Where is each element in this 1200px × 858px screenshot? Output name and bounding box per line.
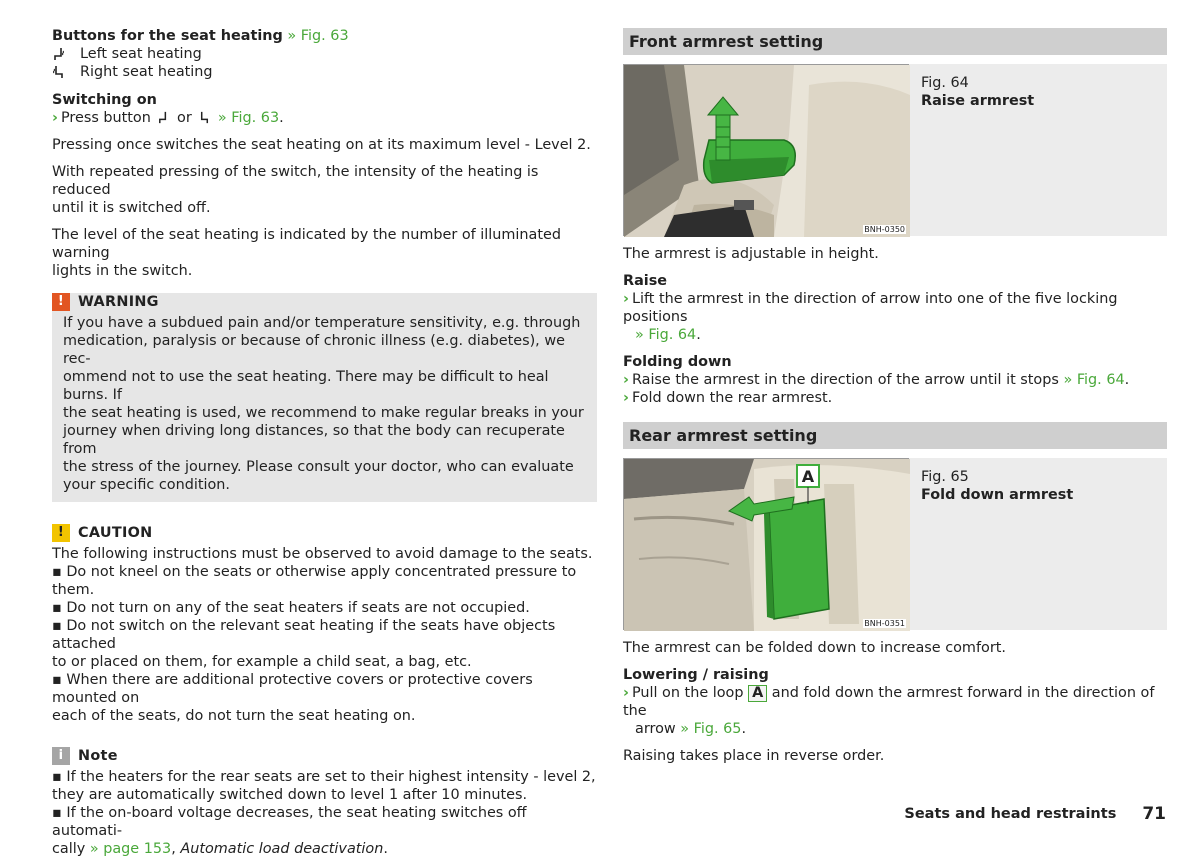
- fold-step-1: › Raise the armrest in the direction of the arrow until it stops » Fig. 64.: [623, 372, 1130, 388]
- step-arrow-icon: ›: [623, 390, 629, 406]
- right-seat-heating-icon: [198, 111, 211, 124]
- page153-link[interactable]: » page 153: [89, 841, 172, 857]
- switching-on-heading: Switching on: [52, 92, 157, 108]
- fig64-row: [623, 64, 1167, 236]
- lowering-raising-heading: Lowering / raising: [623, 667, 769, 683]
- front-armrest-illustration: [624, 65, 910, 237]
- fig63-link[interactable]: » Fig. 63: [287, 28, 349, 44]
- caution-box: [52, 524, 597, 725]
- warning-icon: !: [52, 293, 70, 311]
- rear-armrest-heading: Rear armrest setting: [623, 422, 1167, 449]
- fig65-code: BNH-0351: [864, 619, 905, 628]
- warning-box: [52, 293, 597, 502]
- front-armrest-heading: Front armrest setting: [623, 28, 1167, 55]
- front-armrest-para: The armrest is adjustable in height.: [623, 246, 879, 262]
- info-icon: i: [52, 747, 70, 765]
- left-seat-heating-icon: [157, 111, 170, 124]
- step-arrow-icon: ›: [623, 685, 629, 701]
- raise-step: › Lift the armrest in the direction of arrow into one of the five locking positions: [623, 291, 1118, 325]
- para-pressing-once: Pressing once switches the seat heating on at its maximum level - Level 2.: [52, 137, 591, 153]
- warning-text: If you have a subdued pain and/or temperature sensitivity, e.g. through medication, paralysis or because of chronic illness (e.g. diabetes), we rec- ommend not to use the seat heating. There may be difficult to heal burns. If the seat heating is used, we recommend to make regular breaks in your journey when driving long distances, so that the body can recuperate from the stress of the journey. Please consult your doctor, who can evaluate your specific condition.: [63, 315, 584, 493]
- note-header: [52, 747, 597, 765]
- fig64-image: [623, 64, 909, 236]
- warning-header: [52, 293, 587, 311]
- fig65-caption: Fig. 65 Fold down armrest: [921, 469, 1074, 503]
- fig65-row: [623, 458, 1167, 630]
- pull-loop-step: › Pull on the loop A and fold down the armrest forward in the direction of the: [623, 685, 1155, 719]
- note-title: Note: [78, 748, 118, 764]
- rear-armrest-illustration: [624, 459, 910, 631]
- step-arrow-icon: ›: [623, 291, 629, 307]
- rear-armrest-para: The armrest can be folded down to increase comfort.: [623, 640, 1006, 656]
- fig64-link-2[interactable]: » Fig. 64: [1063, 372, 1125, 388]
- page-footer: [904, 805, 1166, 823]
- caution-header: [52, 524, 597, 542]
- fig64-caption: Fig. 64 Raise armrest: [921, 75, 1035, 109]
- left-seat-line: Left seat heating: [52, 45, 597, 63]
- right-seat-heating-icon: [52, 65, 66, 79]
- fig65-link[interactable]: » Fig. 65: [680, 721, 742, 737]
- fig64-code: BNH-0350: [864, 225, 905, 234]
- caution-title: CAUTION: [78, 525, 153, 541]
- reverse-order-para: Raising takes place in reverse order.: [623, 748, 885, 764]
- step-arrow-icon: ›: [52, 110, 58, 126]
- step-arrow-icon: ›: [623, 372, 629, 388]
- buttons-heading: Buttons for the seat heating » Fig. 63: [52, 28, 349, 44]
- loop-a-label: A: [748, 685, 767, 702]
- left-seat-heating-icon: [52, 47, 66, 61]
- caution-text: The following instructions must be observed to avoid damage to the seats. ▪ Do not kneel on the seats or otherwise apply concentrated pressure to them. ▪ Do not turn on any of the seat heaters if seats are not occupied. ▪ Do not switch on the relevant seat heating if the seats have objects attached to or placed on them, for example a child seat, a bag, etc. ▪ When there are additional protective covers or protective covers mounted on each of the seats, do not turn the seat heating on.: [52, 546, 593, 724]
- para-repeated-pressing: With repeated pressing of the switch, the intensity of the heating is reduced until it is switched off.: [52, 164, 539, 216]
- footer-section-title: Seats and head restraints: [904, 806, 1117, 822]
- page-number: 71: [1142, 804, 1166, 824]
- fig65-image: [623, 458, 909, 630]
- para-level-indicated: The level of the seat heating is indicated by the number of illuminated warning lights in the switch.: [52, 227, 561, 279]
- raise-heading: Raise: [623, 273, 668, 289]
- press-button-step: › Press button or » Fig. 63.: [52, 110, 284, 126]
- left-column: [52, 27, 597, 858]
- folding-down-heading: Folding down: [623, 354, 732, 370]
- right-column: Front armrest setting BNH-0350 Fig. 64 Raise armrest The armrest is adjustable in height. Raise › Lift the armrest in the direction of arrow into one of the five locking positions » Fig. 64. Folding down › Raise the armrest in the direction of the arrow until it stops » Fig. 64. › Fold down the rear armrest. Rear armrest setting A BNH-0351 Fig. 65 Fold down armrest The armrest can be folded down to increase comfort. Lowering / raising › Pull on the loop A and fold down the armrest forward in the direction of the arrow » Fig. 65. Raising takes place in reverse order.: [623, 28, 1167, 774]
- fig64-link[interactable]: » Fig. 64: [635, 327, 697, 343]
- caution-icon: !: [52, 524, 70, 542]
- fold-step-2: › Fold down the rear armrest.: [623, 390, 833, 406]
- fig63-link-2[interactable]: » Fig. 63: [217, 110, 280, 126]
- loop-label-a: A: [801, 467, 815, 486]
- note-box: [52, 747, 597, 858]
- note-text: ▪ If the heaters for the rear seats are set to their highest intensity - level 2, they are automatically switched down to level 1 after 10 minutes. ▪ If the on-board voltage decreases, the seat heating switches off automati- cally » page 153, Automatic load deactivation.: [52, 769, 596, 857]
- warning-title: WARNING: [78, 294, 159, 310]
- right-seat-line: Right seat heating: [52, 63, 597, 81]
